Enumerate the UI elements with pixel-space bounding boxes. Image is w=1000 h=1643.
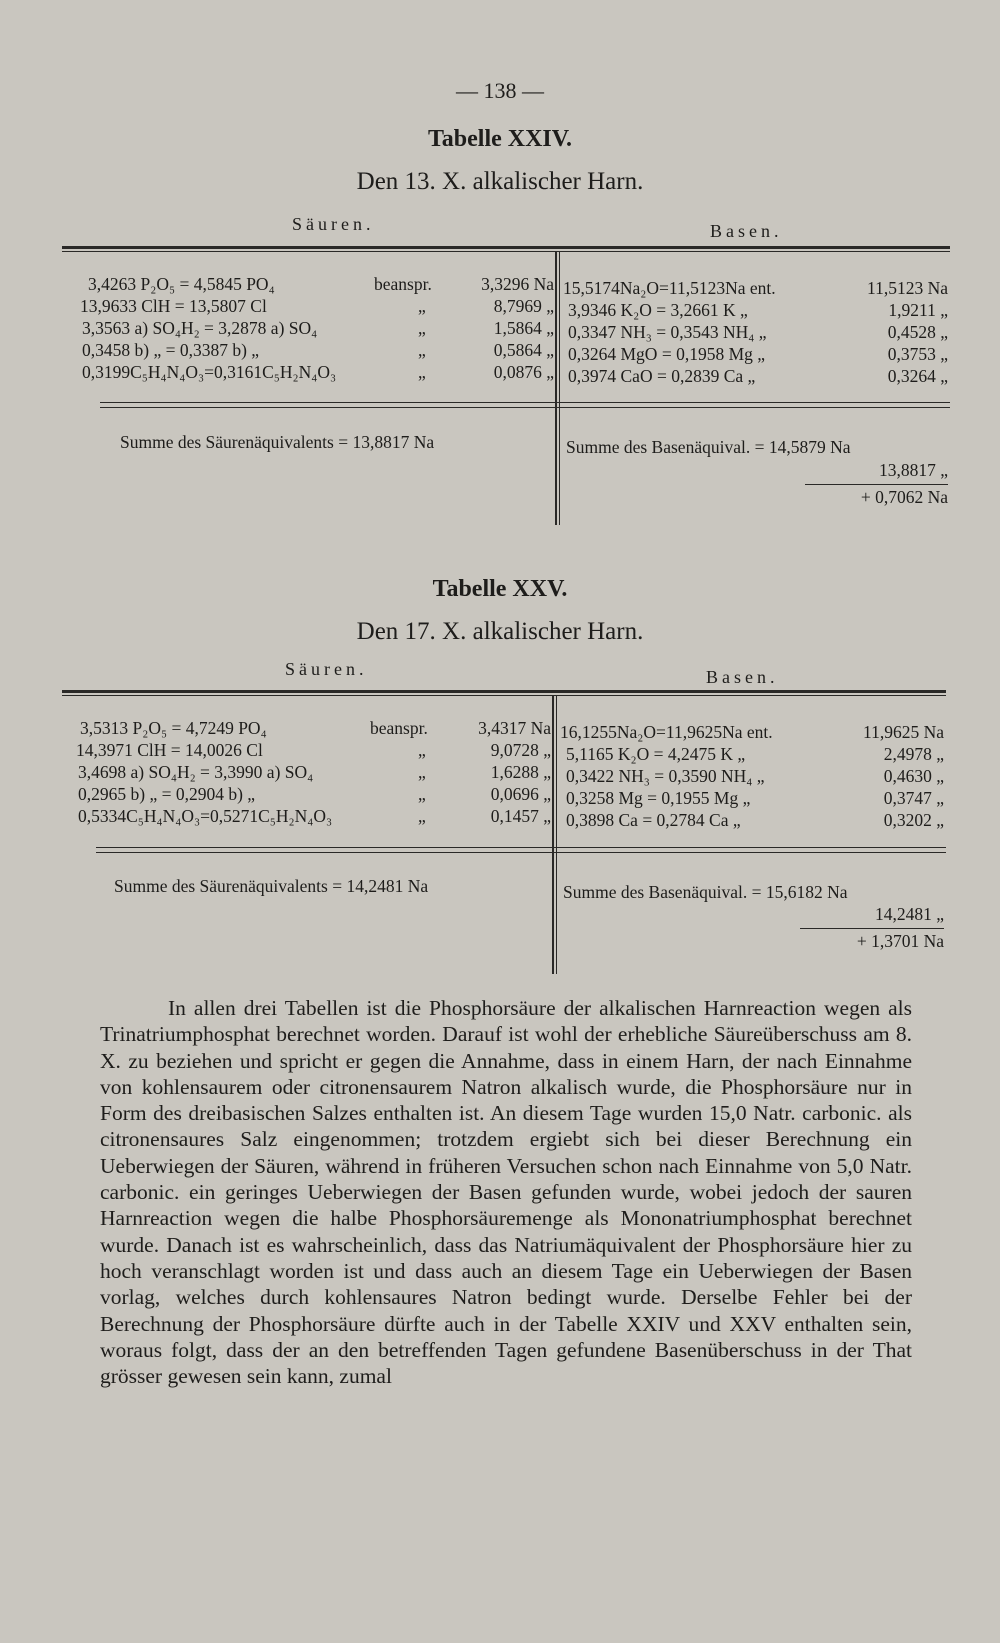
body-paragraph <box>100 995 912 1389</box>
acid-action: „ <box>418 762 426 782</box>
base-formula: 0,3898 Ca = 0,2784 Ca „ <box>566 810 741 830</box>
base-formula: 0,3258 Mg = 0,1955 Mg „ <box>566 788 751 808</box>
table-xxv-acid-sum: Summe des Säurenäquivalents = 14,2481 Na <box>114 876 429 896</box>
acid-formula: 3,4263 P₂O₅ = 4,5845 PO₄ <box>88 274 275 294</box>
acid-formula: 13,9633 ClH = 13,5807 Cl <box>80 296 267 316</box>
base-value: 11,9625 Na <box>862 722 944 742</box>
acid-formula: 0,3199C₅H₄N₄O₃=0,3161C₅H₂N₄O₃ <box>82 362 337 382</box>
page-number: — 138 — <box>456 78 544 103</box>
acid-formula: 3,5313 P₂O₅ = 4,7249 PO₄ <box>80 718 267 738</box>
base-value: 2,4978 „ <box>883 744 944 764</box>
acid-value: 1,6288 „ <box>490 762 551 782</box>
table-xxiv-sum-rule <box>805 484 948 485</box>
table-xxv-bases-header: Basen. <box>706 667 779 687</box>
table-xxv-divider-thin <box>556 696 557 974</box>
acid-value: 0,0876 „ <box>493 362 554 382</box>
table-xxv-base-sum: Summe des Basenäquival. = 15,6182 Na <box>563 882 848 902</box>
base-value: 0,4528 „ <box>887 322 948 342</box>
paragraph-text: In allen drei Tabellen ist die Phosphorsäure der alkalischen Harnreaction wegen als Trinatriumphosphat berechnet worden. Darauf ist wohl der erhebliche Säureüberschuss am 8. X. zu beziehen und spricht er gegen die Annahme, dass in einem Harn, der nach Einnahme von kohlensaurem oder citronensaurem Natron alkalisch wurde, die Phosphorsäure nur in Form des dreibasischen Salzes enthalten ist. An diesem Tage wurden 15,0 Natr. carbonic. als citronensaures Salz eingenommen; trotzdem ergiebt sich bei dieser Berechnung ein Ueberwiegen der Säuren, während in früheren Versuchen schon nach Einnahme von 5,0 Natr. carbonic. ein geringes Ueberwiegen der Basen gefunden wurde, wobei jedoch der sauren Harnreaction wegen die halbe Phosphorsäuremenge als Mononatriumphosphat berechnet wurde. Danach ist es wahrscheinlich, dass das Natriumäquivalent der Phosphorsäure hier zu hoch veranschlagt worden ist und dass auch an diesem Tage ein Ueberwiegen der Basen vorlag, welches durch kohlensaures Natron bedingt wurde. Derselbe Fehler bei der Berechnung der Phosphorsäure dürfte auch in der Tabelle XXIV und XXV enthalten sein, woraus folgt, dass der an den betreffenden Tagen gefundene Basenüberschuss in der That grösser gewesen sein kann, zumal <box>100 996 912 1389</box>
base-value: 0,3747 „ <box>883 788 944 808</box>
acid-value: 0,0696 „ <box>490 784 551 804</box>
base-formula: 5,1165 K₂O = 4,2475 K „ <box>566 744 746 764</box>
table-xxv-top-rule-thin <box>62 695 946 696</box>
acid-formula: 0,2965 b) „ = 0,2904 b) „ <box>78 784 256 804</box>
acid-action: beanspr. <box>370 718 428 738</box>
acid-value: 3,3296 Na <box>481 274 554 294</box>
acid-formula: 3,4698 a) SO₄H₂ = 3,3990 a) SO₄ <box>78 762 314 782</box>
table-xxv-mid-rule <box>96 847 946 848</box>
table-xxiv-top-rule <box>62 246 950 249</box>
table-xxiv-divider <box>555 252 557 525</box>
acid-action: beanspr. <box>374 274 432 294</box>
table-xxiv-acids-header: Säuren. <box>292 214 375 234</box>
table-xxiv-mid-rule <box>100 402 950 403</box>
table-xxv-divider <box>552 696 554 974</box>
base-formula: 3,9346 K₂O = 3,2661 K „ <box>568 300 748 320</box>
acid-action: „ <box>418 784 426 804</box>
base-value: 0,3753 „ <box>887 344 948 364</box>
base-value: 0,4630 „ <box>883 766 944 786</box>
table-xxiv-mid-rule-2 <box>100 407 950 408</box>
table-xxiv-subtitle: Den 13. X. alkalischer Harn. <box>356 168 644 195</box>
table-xxv-mid-rule-2 <box>96 852 946 853</box>
acid-formula: 0,5334C₅H₄N₄O₃=0,5271C₅H₂N₄O₃ <box>78 806 333 826</box>
table-xxv-top-rule <box>62 690 946 693</box>
acid-value: 0,1457 „ <box>490 806 551 826</box>
table-xxiv-divider-thin <box>559 252 560 525</box>
table-xxv-base-diff: + 1,3701 Na <box>856 931 944 951</box>
base-value: 1,9211 „ <box>888 300 948 320</box>
acid-action: „ <box>418 362 426 382</box>
acid-formula: 14,3971 ClH = 14,0026 Cl <box>76 740 263 760</box>
acid-action: „ <box>418 296 426 316</box>
acid-value: 8,7969 „ <box>493 296 554 316</box>
table-xxv-base-minus: 14,2481 „ <box>874 904 944 924</box>
acid-action: „ <box>418 740 426 760</box>
base-formula: 16,1255Na₂O=11,9625Na ent. <box>560 722 773 742</box>
base-formula: 0,3422 NH₃ = 0,3590 NH₄ „ <box>566 766 765 786</box>
base-value: 0,3202 „ <box>883 810 944 830</box>
base-value: 11,5123 Na <box>866 278 948 298</box>
acid-value: 1,5864 „ <box>493 318 554 338</box>
table-xxv-subtitle: Den 17. X. alkalischer Harn. <box>356 618 644 645</box>
acid-formula: 3,3563 a) SO₄H₂ = 3,2878 a) SO₄ <box>82 318 318 338</box>
base-formula: 15,5174Na₂O=11,5123Na ent. <box>563 278 776 298</box>
table-xxiv-base-sum: Summe des Basenäquival. = 14,5879 Na <box>566 437 851 457</box>
table-xxv-title: Tabelle XXV. <box>432 576 568 602</box>
base-formula: 0,3974 CaO = 0,2839 Ca „ <box>568 366 756 386</box>
table-xxv-acids-header: Säuren. <box>285 659 368 679</box>
acid-formula: 0,3458 b) „ = 0,3387 b) „ <box>82 340 260 360</box>
table-xxiv-bases-header: Basen. <box>710 221 783 241</box>
acid-value: 0,5864 „ <box>493 340 554 360</box>
base-value: 0,3264 „ <box>887 366 948 386</box>
acid-value: 3,4317 Na <box>478 718 551 738</box>
acid-value: 9,0728 „ <box>490 740 551 760</box>
table-xxiv-acid-sum: Summe des Säurenäquivalents = 13,8817 Na <box>120 432 435 452</box>
base-formula: 0,3347 NH₃ = 0,3543 NH₄ „ <box>568 322 767 342</box>
table-xxiv-base-minus: 13,8817 „ <box>878 460 948 480</box>
acid-action: „ <box>418 806 426 826</box>
acid-action: „ <box>418 318 426 338</box>
table-xxiv-top-rule-thin <box>62 251 950 252</box>
table-xxiv-base-diff: + 0,7062 Na <box>860 487 948 507</box>
table-xxv-sum-rule <box>800 928 944 929</box>
table-xxiv-title: Tabelle XXIV. <box>427 126 573 152</box>
acid-action: „ <box>418 340 426 360</box>
base-formula: 0,3264 MgO = 0,1958 Mg „ <box>568 344 766 364</box>
